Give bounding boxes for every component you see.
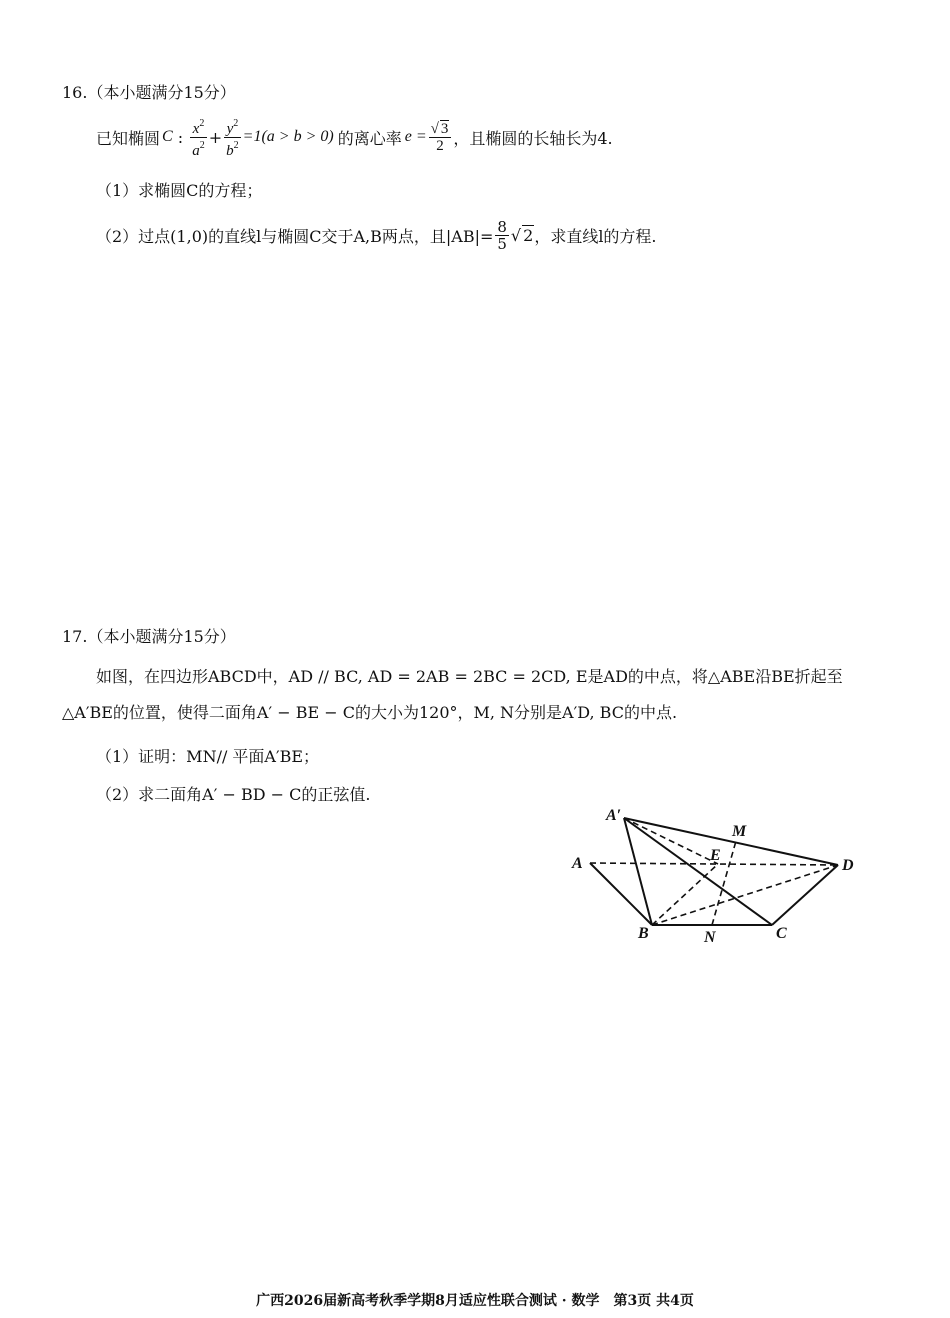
question-16-heading: 16.（本小题满分15分） — [62, 83, 236, 102]
geometry-figure — [566, 800, 866, 950]
question-17-part1: （1）证明：MN// 平面A′BE； — [96, 747, 320, 766]
question-17-heading: 17.（本小题满分15分） — [62, 627, 236, 646]
question-16-part2: （2）过点(1,0)的直线l与椭圆C交于A,B两点，且|AB|= $\frac{8}{5}$ √ 2 ，求直线l的方程. — [96, 217, 657, 253]
label-M: M — [732, 823, 747, 840]
label-N: N — [704, 929, 716, 946]
label-B: B — [638, 925, 649, 942]
eccentricity-fraction: $\frac{√ 3}{2}$ — [429, 120, 452, 154]
ellipse-name: C — [162, 128, 173, 145]
stem-suffix: ，且椭圆的长轴长为4. — [453, 128, 613, 148]
edge-AB — [590, 863, 652, 925]
label-A-prime: A′ — [606, 807, 622, 824]
fraction-y-over-b: $\frac{y^2}{b^2}$ — [226, 117, 239, 159]
eccentricity-var: e = — [404, 128, 427, 145]
edge-BD-dashed — [652, 865, 838, 925]
label-C: C — [776, 925, 787, 942]
part2-suffix: ，求直线l的方程. — [534, 226, 657, 246]
label-E: E — [710, 847, 721, 864]
equation-rhs: =1(a > b > 0) — [242, 128, 334, 145]
fraction-x-over-a: $\frac{x^2}{a^2}$ — [192, 117, 205, 159]
label-D: D — [842, 857, 854, 874]
edge-CD — [772, 865, 838, 925]
question-17-line1: 如图，在四边形ABCD中，AD // BC, AD = 2AB = 2BC = 2CD, E是AD的中点，将△ABE沿BE折起至 — [96, 667, 843, 686]
question-16-part1: （1）求椭圆C的方程； — [96, 181, 263, 200]
question-16-stem: 已知椭圆 C : $\frac{x^2}{a^2}$ + $\frac{y^2}{b^2}$ =1(a > b > 0) 的离心率 e = $\frac{√ 3}{2}$ ，且椭圆的长轴长为4. — [96, 117, 613, 159]
stem-prefix: 已知椭圆 — [96, 128, 161, 148]
edge-BE-dashed — [652, 864, 718, 925]
question-17-line2: △A′BE的位置，使得二面角A′ − BE − C的大小为120°，M, N分别是A′D, BC的中点. — [62, 703, 678, 722]
part2-root: 2 — [523, 226, 534, 245]
label-A: A — [572, 855, 583, 872]
edge-A-prime-E-dashed — [624, 818, 718, 864]
question-17-part2: （2）求二面角A′ − BD − C的正弦值. — [96, 785, 371, 804]
page-footer: 广西2026届新高考秋季学期8月适应性联合测试 · 数学 第3页 共4页 — [256, 1293, 694, 1309]
part2-prefix: （2）过点(1,0)的直线l与椭圆C交于A,B两点，且|AB|= — [96, 226, 494, 246]
part2-fraction: $\frac{8}{5}$ — [497, 217, 507, 253]
eccentricity-label: 的离心率 — [337, 128, 402, 148]
